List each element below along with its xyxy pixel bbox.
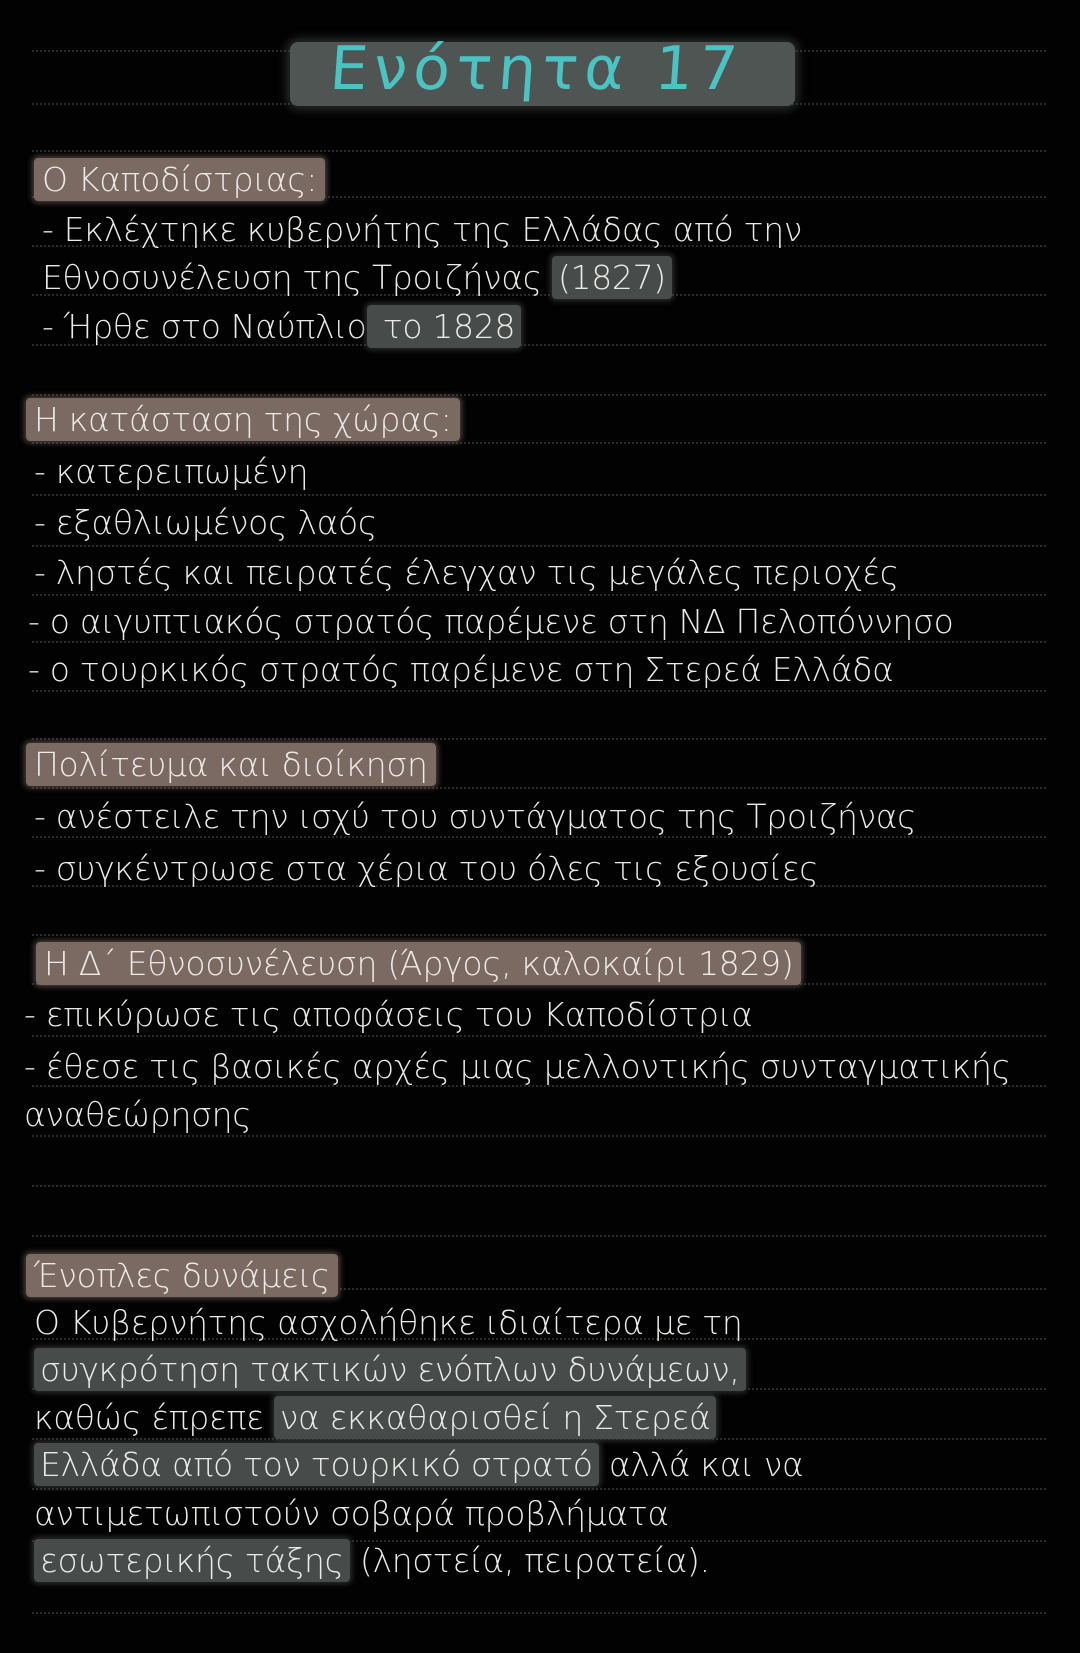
section-heading: Η Δ΄ Εθνοσυνέλευση (Άργος, καλοκαίρι 1829)	[44, 944, 801, 984]
ruled-line	[32, 442, 1046, 444]
note-line: - επικύρωσε τις αποφάσεις του Καποδίστρια	[24, 995, 753, 1034]
ruled-line	[32, 738, 1046, 740]
ruled-line	[32, 150, 1046, 152]
note-line: καθώς έπρεπε να εκκαθαρισθεί η Στερεά	[34, 1398, 716, 1438]
ruled-line	[32, 594, 1046, 596]
note-line: - κατερειπωμένη	[34, 452, 309, 491]
section-heading: Ο Καποδίστριας:	[42, 160, 325, 200]
ruled-line	[32, 1488, 1046, 1490]
ruled-line	[32, 494, 1046, 496]
ruled-line	[32, 1135, 1046, 1137]
note-line: - συγκέντρωσε στα χέρια του όλες τις εξουσίες	[34, 849, 819, 888]
note-line: - Ήρθε στο Ναύπλιο το 1828	[42, 307, 521, 347]
note-line: συγκρότηση τακτικών ενόπλων δυνάμεων,	[34, 1350, 746, 1390]
ruled-line	[32, 1612, 1046, 1614]
note-line: - ληστές και πειρατές έλεγχαν τις μεγάλες περιοχές	[34, 553, 899, 592]
ruled-line	[32, 1035, 1046, 1037]
note-line: αναθεώρησης	[24, 1095, 252, 1134]
note-line: - εξαθλιωμένος λαός	[34, 503, 377, 542]
note-line: - ανέστειλε την ισχύ του συντάγματος της Τροιζήνας	[34, 797, 917, 836]
ruled-line	[32, 394, 1046, 396]
note-line: αντιμετωπιστούν σοβαρά προβλήματα	[34, 1494, 669, 1533]
section-heading: Η κατάσταση της χώρας:	[34, 400, 460, 440]
note-line: Εθνοσυνέλευση της Τροιζήνας (1827)	[42, 258, 672, 298]
note-line: εσωτερικής τάξης (ληστεία, πειρατεία).	[34, 1541, 710, 1581]
note-line: - έθεσε τις βασικές αρχές μιας μελλοντικής συνταγματικής	[24, 1047, 1011, 1086]
section-heading: Πολίτευμα και διοίκηση	[34, 745, 436, 785]
section-heading: Ένοπλες δυνάμεις	[34, 1256, 338, 1296]
note-line: Ο Κυβερνήτης ασχολήθηκε ιδιαίτερα με τη	[34, 1303, 743, 1342]
note-line: - ο τουρκικός στρατός παρέμενε στη Στερεά Ελλάδα	[28, 650, 894, 689]
ruled-line	[32, 934, 1046, 936]
note-line: Ελλάδα από τον τουρκικό στρατό αλλά και να	[34, 1445, 803, 1485]
ruled-line	[32, 1235, 1046, 1237]
ruled-line	[32, 690, 1046, 692]
ruled-line	[32, 787, 1046, 789]
ruled-line	[32, 545, 1046, 547]
page-title: Ενότητα 17	[327, 34, 746, 104]
note-line: - Εκλέχτηκε κυβερνήτης της Ελλάδας από την	[42, 210, 802, 249]
note-line: - ο αιγυπτιακός στρατός παρέμενε στη ΝΔ Πελοπόννησο	[28, 602, 954, 641]
ruled-line	[32, 1185, 1046, 1187]
